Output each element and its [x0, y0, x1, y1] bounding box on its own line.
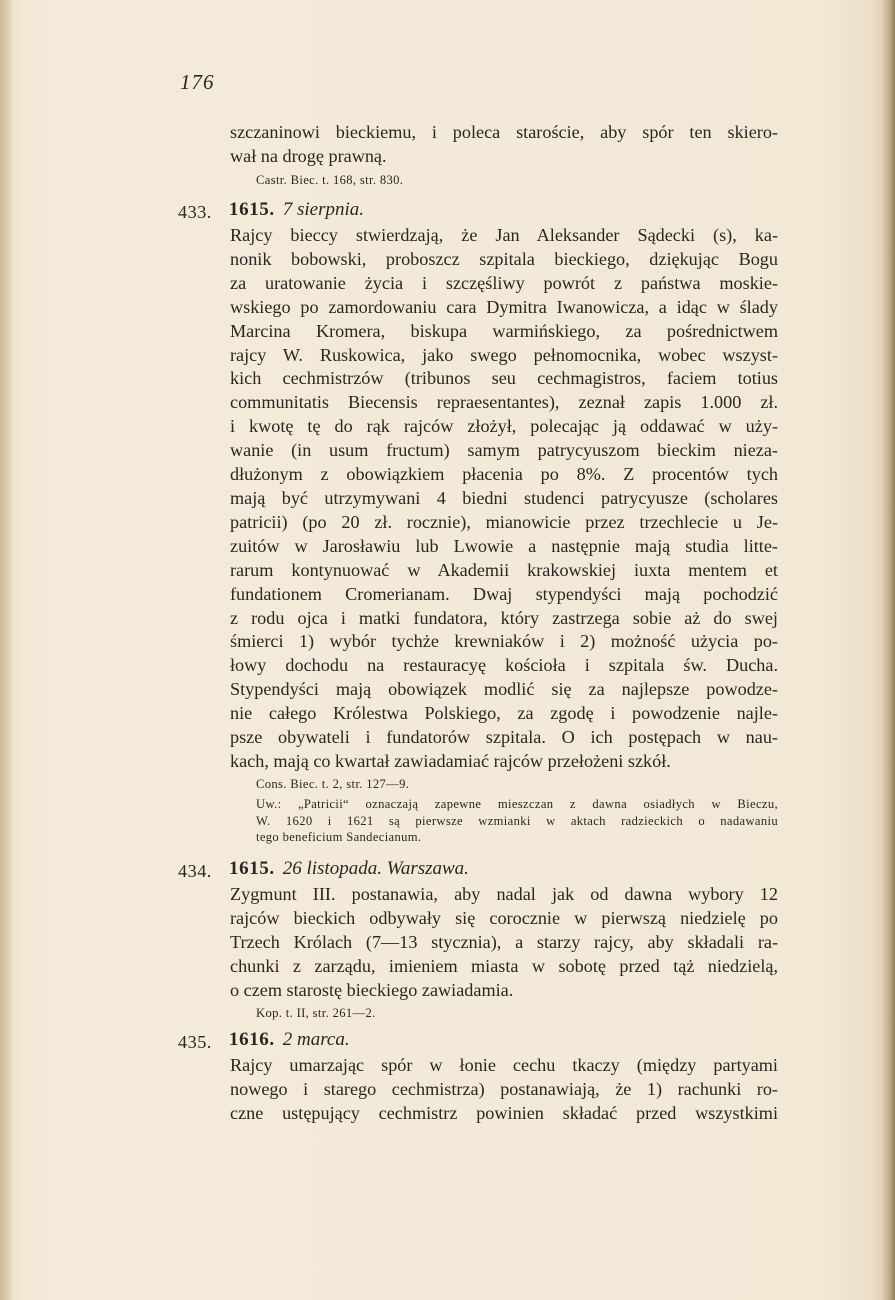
source-citation: Kop. t. II, str. 261—2. — [256, 1005, 376, 1020]
body-line: Stypendyści mają obowiązek modlić się za najlepsze powodze- — [230, 679, 778, 700]
body-line: Marcina Kromera, biskupa warmińskiego, za pośrednictwem — [230, 320, 778, 341]
body-line: nie całego Królestwa Polskiego, za zgodę i powodzenie najle- — [230, 703, 778, 724]
body-line: mają być utrzymywani 4 biedni studenci patrycyusze (scholares — [230, 487, 778, 508]
entry-body — [230, 224, 778, 846]
entry-number: 435. — [178, 1032, 212, 1052]
entry-heading — [229, 199, 364, 221]
body-line: rajcy W. Ruskowica, jako swego pełnomocnika, wobec wszyst- — [230, 344, 778, 365]
note-line: Uw.: „Patricii“ oznaczają zapewne mieszczan z dawna osiadłych w Bieczu, — [256, 797, 778, 812]
body-line: i kwotę tę do rąk rajców złożył, polecając ją oddawać w uży- — [230, 416, 778, 437]
body-line: z rodu ojca i matki fundatora, który zastrzega sobie aż do swej — [230, 607, 778, 628]
page-number: 176 — [180, 70, 215, 94]
entry-date: 2 marca. — [282, 1029, 350, 1050]
source-citation: Castr. Biec. t. 168, str. 830. — [256, 172, 404, 187]
source-citation: Cons. Biec. t. 2, str. 127—9. — [256, 776, 410, 791]
page-left-edge — [0, 0, 12, 1300]
body-line: rarum kontynuować w Akademii krakowskiej iuxta mentem et — [230, 559, 778, 580]
entry-body — [230, 1054, 778, 1126]
body-line: zuitów w Jarosławiu lub Lwowie a następnie mają studia litte- — [230, 535, 778, 556]
page-right-edge — [881, 0, 895, 1300]
body-line: kich cechmistrzów (tribunos seu cechmagistros, faciem totius — [230, 368, 778, 389]
entry-heading — [229, 858, 469, 880]
body-line: wał na drogę prawną. — [230, 145, 387, 166]
body-line: Zygmunt III. postanawia, aby nadal jak od dawna wybory 12 — [230, 884, 778, 904]
entry-year: 1615. — [229, 199, 275, 220]
entry-year: 1616. — [229, 1029, 275, 1050]
body-line: łowy dochodu na restauracyę kościoła i szpitala św. Ducha. — [230, 655, 778, 676]
intro-paragraph — [230, 121, 778, 188]
body-line: czne ustępujący cechmistrz powinien składać przed wszystkimi — [230, 1102, 778, 1123]
body-line: rajców bieckich odbywały się corocznie w pierwszą niedzielę po — [230, 907, 778, 928]
body-line: za uratowanie życia i szczęśliwy powrót z państwa moskie- — [230, 272, 778, 293]
entry-year: 1615. — [229, 858, 275, 879]
body-line: fundationem Cromerianam. Dwaj stypendyści mają pochodzić — [230, 583, 778, 604]
body-line: Trzech Królach (7—13 stycznia), a starzy rajcy, aby składali ra- — [230, 931, 778, 952]
body-line: śmierci 1) wybór tychże krewniaków i 2) możność użycia po- — [230, 631, 778, 652]
body-line: psze obywateli i fundatorów szpitala. O ich postępach w nau- — [230, 727, 778, 748]
entry-number: 433. — [178, 202, 212, 222]
body-line: Rajcy bieccy stwierdzają, że Jan Aleksander Sądecki (s), ka- — [230, 225, 778, 245]
body-line: szczaninowi bieckiemu, i poleca staroście, aby spór ten skiero- — [230, 122, 778, 142]
entry-date: 7 sierpnia. — [282, 199, 365, 220]
body-line: nowego i starego cechmistrza) postanawiają, że 1) rachunki ro- — [230, 1078, 778, 1099]
body-line: wskiego po zamordowaniu cara Dymitra Iwanowicza, a idąc w ślady — [230, 296, 778, 317]
body-line: dłużonym z obowiązkiem płacenia po 8%. Z procentów tych — [230, 464, 778, 485]
body-line: communitatis Biecensis repraesentantes), zeznał zapis 1.000 zł. — [230, 392, 778, 413]
body-line: wanie (in usum fructum) samym patrycyuszom bieckim nieza- — [230, 440, 778, 461]
body-line: Rajcy umarzając spór w łonie cechu tkaczy (między partyami — [230, 1055, 778, 1075]
entry-body — [230, 883, 778, 1021]
body-line: nonik bobowski, proboszcz szpitala bieckiego, dziękując Bogu — [230, 248, 778, 269]
body-line: o czem starostę bieckiego zawiadamia. — [230, 979, 514, 1000]
entry-number: 434. — [178, 861, 212, 881]
body-line: kach, mają co kwartał zawiadamiać rajców przełożeni szkół. — [230, 750, 671, 771]
note-line: W. 1620 i 1621 są pierwsze wzmianki w aktach radzieckich o nadawaniu — [256, 813, 778, 828]
entry-heading — [229, 1029, 350, 1051]
body-line: chunki z zarządu, imieniem miasta w sobotę przed tąż niedzielą, — [230, 955, 778, 976]
note-line: tego beneficium Sandecianum. — [256, 830, 422, 845]
entry-date: 26 listopada. Warszawa. — [282, 858, 469, 879]
body-line: patricii) (po 20 zł. rocznie), mianowicie przez trzechlecie u Je- — [230, 511, 778, 532]
